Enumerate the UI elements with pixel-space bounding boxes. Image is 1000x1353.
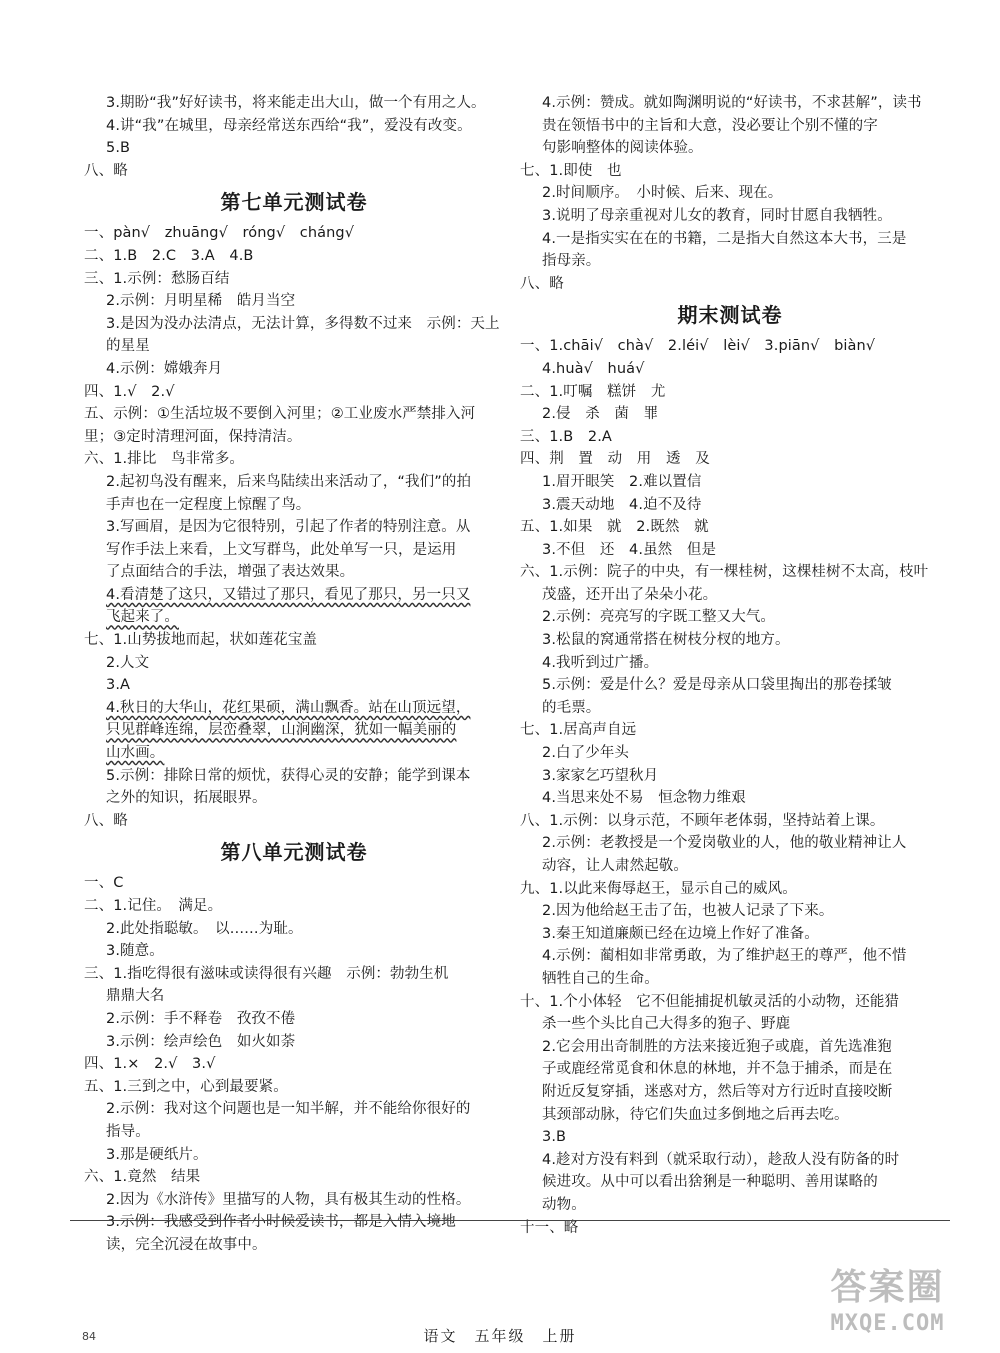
answer-line: 4.示例：嫦娥奔月 — [106, 360, 223, 377]
answer-line: 3.说明了母亲重视对儿女的教育，同时甘愿自我牺牲。 — [542, 207, 892, 224]
answer-line: 5.示例：爱是什么？爱是母亲从口袋里掏出的那卷揉皱 — [542, 677, 892, 694]
answer-line: 十一、略 — [520, 1219, 579, 1236]
answer-line: 2.因为《水浒传》里描写的人物，具有极其生动的性格。 — [106, 1191, 471, 1208]
watermark-logo — [800, 1265, 975, 1345]
answer-line: 读，完全沉浸在故事中。 — [106, 1236, 267, 1253]
answer-line: 动容，让人肃然起敬。 — [542, 858, 688, 874]
answer-line: 四、1.× 2.√ 3.√ — [84, 1056, 216, 1073]
answer-line: 七、1.即使 也 — [520, 162, 622, 179]
underlined-text: 4.秋日的大华山，花红果硕，满山飘香。站在山顶远望， — [106, 699, 471, 716]
answer-line: 六、1.竟然 结果 — [84, 1169, 201, 1186]
answer-line: 附近反复穿插，迷惑对方，然后等对方行近时直接咬断 — [542, 1083, 893, 1100]
answer-line: 2.示例：月明星稀 皓月当空 — [106, 293, 296, 310]
answer-line — [84, 697, 504, 720]
answer-line: 4.一是指实实在在的书籍，二是指大自然这本大书，三是 — [542, 230, 907, 247]
answer-line: 二、1.记住。 满足。 — [84, 898, 223, 914]
answer-line: 4.示例：赞成。就如陶渊明说的“好读书，不求甚解”，读书 — [542, 95, 922, 111]
answer-line: 3.随意。 — [106, 943, 164, 960]
answer-line: 六、1.排比 鸟非常多。 — [84, 451, 245, 468]
answer-line: 一、C — [84, 875, 124, 892]
answer-line: 七、1.居高声自远 — [520, 722, 637, 739]
answer-line: 3.那是硬纸片。 — [106, 1146, 208, 1163]
answer-line: 鼎鼎大名 — [106, 988, 165, 1005]
left-column — [84, 92, 504, 1257]
answer-line: 3.秦王知道廉颇已经在边境上作好了准备。 — [542, 925, 819, 942]
answer-line: 4.讲“我”在城里，母亲经常送东西给“我”，爱没有改变。 — [106, 117, 472, 134]
answer-line: 九、1.以此来侮辱赵王，显示自己的威风。 — [520, 880, 797, 897]
page-number: 84 — [82, 1330, 96, 1343]
answer-line: 其颈部动脉，待它们失血过多倒地之后再去吃。 — [542, 1106, 849, 1123]
underlined-text: 山水画。 — [106, 745, 165, 762]
section-title: 第八单元测试卷 — [220, 840, 368, 865]
answer-line: 五、1.如果 就 2.既然 就 — [520, 519, 709, 536]
answer-line: 指导。 — [106, 1123, 150, 1140]
answer-line: 子或鹿经常觅食和休息的林地，并不急于捕杀，而是在 — [542, 1061, 893, 1078]
answer-line: 八、略 — [84, 812, 128, 829]
section-title: 期末测试卷 — [677, 303, 783, 328]
answer-line: 四、荆 置 动 用 透 及 — [520, 451, 710, 468]
footer-subject-grade: 语文 五年级 上册 — [423, 1327, 577, 1345]
answer-line: 1.眉开眼笑 2.难以置信 — [542, 473, 702, 490]
answer-line: 2.时间顺序。 小时候、后来、现在。 — [542, 185, 783, 202]
underlined-text: 飞起来了。 — [106, 609, 179, 626]
answer-line: 句影响整体的阅读体验。 — [542, 140, 703, 157]
answer-line: 3.B — [542, 1129, 567, 1146]
answer-line: 贵在领悟书中的主旨和大意，没必要让个别不懂的字 — [542, 117, 878, 134]
answer-line: 里；③定时清理河面，保持清洁。 — [84, 428, 302, 445]
answer-line: 八、1.示例：以身示范，不顾年老体弱，坚持站着上课。 — [520, 812, 885, 829]
answer-line: 六、1.示例：院子的中央，有一棵桂树，这棵桂树不太高，枝叶 — [520, 564, 929, 581]
answer-line: 3.松鼠的窝通常搭在树枝分杈的地方。 — [542, 632, 790, 649]
answer-line: 了点面结合的手法，增强了表达效果。 — [106, 564, 355, 581]
answer-line: 茂盛，还开出了朵朵小花。 — [542, 586, 718, 603]
right-column — [520, 92, 940, 1239]
answer-line: 3.期盼“我”好好读书，将来能走出大山，做一个有用之人。 — [106, 95, 486, 111]
answer-line: 2.示例：手不释卷 孜孜不倦 — [106, 1010, 296, 1027]
answer-line: 的星星 — [106, 338, 150, 355]
answer-line: 3.写画眉，是因为它很特别，引起了作者的特别注意。从 — [106, 519, 471, 536]
answer-line: 一、1.chāi√ chà√ 2.léi√ lèi√ 3.piān√ biàn√ — [520, 338, 876, 355]
answer-line — [84, 584, 504, 607]
answer-line: 3.家家乞巧望秋月 — [542, 767, 659, 784]
answer-line: 的毛票。 — [542, 699, 601, 716]
answer-line: 牺牲自己的生命。 — [542, 970, 659, 987]
answer-line: 2.示例：老教授是一个爱岗敬业的人，他的敬业精神让人 — [542, 835, 907, 852]
answer-line: 4.当思来处不易 恒念物力维艰 — [542, 790, 746, 807]
answer-line: 指母亲。 — [542, 253, 601, 270]
underlined-text: 只见群峰连绵，层峦叠翠，山涧幽深，犹如一幅美丽的 — [106, 722, 457, 739]
answer-line: 3.示例：我感受到作者小时候爱读书，都是入情入境地 — [106, 1214, 456, 1231]
answer-line: 2.此处指聪敏。 以……为耻。 — [106, 920, 303, 937]
watermark-text: 答案圈 — [830, 1267, 945, 1308]
answer-line: 杀一些个头比自己大得多的狍子、野鹿 — [542, 1016, 791, 1033]
answer-line: 2.起初鸟没有醒来，后来鸟陆续出来活动了，“我们”的拍 — [106, 473, 472, 490]
answer-line: 手声也在一定程度上惊醒了鸟。 — [106, 496, 311, 513]
answer-line: 4.我听到过广播。 — [542, 654, 659, 671]
answer-line: 八、略 — [520, 275, 564, 292]
answer-line: 5.B — [106, 140, 131, 157]
answer-line: 3.A — [106, 677, 131, 694]
answer-line: 2.它会用出奇制胜的方法来接近狍子或鹿，首先选准狍 — [542, 1038, 892, 1055]
footer-divider — [70, 1220, 950, 1221]
watermark-url: MXQE.COM — [830, 1311, 945, 1336]
answer-line: 五、1.三到之中，心到最要紧。 — [84, 1078, 288, 1095]
answer-line: 2.侵 杀 菌 罪 — [542, 406, 659, 423]
answer-line: 写作手法上来看，上文写群鸟，此处单写一只，是运用 — [106, 541, 457, 558]
answer-line: 2.示例：我对这个问题也是一知半解，并不能给你很好的 — [106, 1101, 471, 1118]
answer-line: 五、示例：①生活垃圾不要倒入河里；②工业废水严禁排入河 — [84, 406, 476, 423]
answer-line: 2.示例：亮亮写的字既工整又大气。 — [542, 609, 776, 626]
answer-line: 之外的知识，拓展眼界。 — [106, 790, 267, 807]
answer-line: 十、1.个小体轻 它不但能捕捉机敏灵活的小动物，还能猎 — [520, 993, 900, 1010]
answer-line: 4.示例：蔺相如非常勇敢，为了维护赵王的尊严，他不惜 — [542, 948, 907, 965]
answer-line: 4.huà√ huá√ — [542, 360, 645, 377]
underlined-text: 4.看清楚了这只，又错过了那只，看见了那只，另一只又 — [106, 586, 471, 603]
answer-line: 三、1.指吃得很有滋味或读得很有兴趣 示例：勃勃生机 — [84, 965, 449, 982]
answer-line: 4.趁对方没有料到（就采取行动），趁敌人没有防备的时 — [542, 1151, 900, 1168]
answer-line: 动物。 — [542, 1196, 586, 1213]
section-title: 第七单元测试卷 — [220, 190, 368, 215]
answer-line: 二、1.叮嘱 糕饼 尤 — [520, 383, 666, 400]
answer-line: 2.因为他给赵王击了缶，也被人记录了下来。 — [542, 903, 834, 920]
answer-line: 四、1.√ 2.√ — [84, 383, 175, 400]
answer-line: 三、1.示例：愁肠百结 — [84, 270, 230, 287]
answer-line: 二、1.B 2.C 3.A 4.B — [84, 247, 254, 264]
answer-line — [84, 719, 504, 742]
answer-line: 3.震天动地 4.迫不及待 — [542, 496, 702, 513]
answer-line — [84, 606, 504, 629]
answer-line: 3.是因为没办法清点，无法计算，多得数不过来 示例：天上 — [106, 315, 500, 332]
answer-line: 八、略 — [84, 162, 128, 179]
answer-line: 七、1.山势拔地而起，状如莲花宝盖 — [84, 632, 318, 649]
answer-line: 候进攻。从中可以看出猞猁是一种聪明、善用谋略的 — [542, 1174, 878, 1191]
answer-line: 2.人文 — [106, 654, 150, 671]
answer-line — [84, 742, 504, 765]
answer-line: 一、pàn√ zhuāng√ róng√ cháng√ — [84, 225, 355, 242]
answer-line: 3.示例：绘声绘色 如火如荼 — [106, 1033, 296, 1050]
answer-line: 3.不但 还 4.虽然 但是 — [542, 541, 717, 558]
answer-line: 5.示例：排除日常的烦忧，获得心灵的安静；能学到课本 — [106, 767, 471, 784]
answer-line: 2.白了少年头 — [542, 745, 630, 762]
answer-line: 三、1.B 2.A — [520, 428, 612, 445]
